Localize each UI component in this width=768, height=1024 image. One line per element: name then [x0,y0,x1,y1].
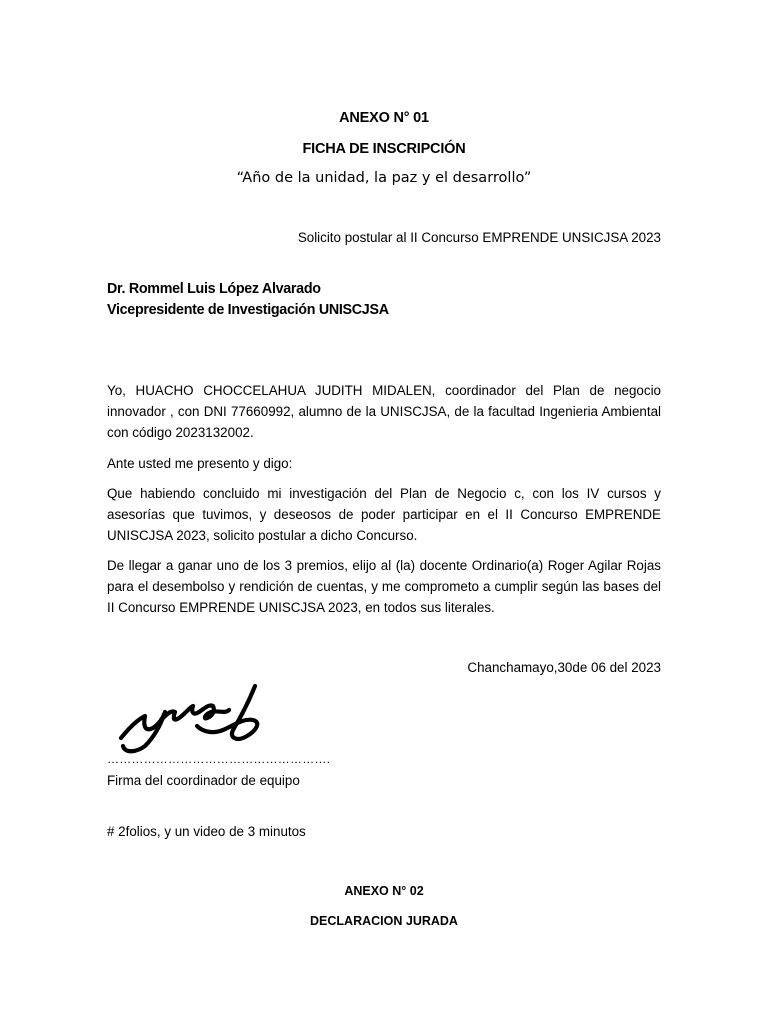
body-paragraph-2: Ante usted me presento y digo: [107,456,293,471]
annex-subtitle: FICHA DE INSCRIPCIÓN [302,141,466,157]
signature-caption: Firma del coordinador de equipo [107,773,300,788]
addressee-name: Dr. Rommel Luis López Alvarado [107,281,321,297]
request-line: Solicito postular al II Concurso EMPRENDE UNSICJSA 2023 [297,230,661,245]
annex-title: ANEXO N° 01 [339,110,429,126]
addressee-position: Vicepresidente de Investigación UNISCJSA [107,302,389,318]
body-paragraph-1: Yo, HUACHO CHOCCELAHUA JUDITH MIDALEN, coordinador del Plan de negocio innovador , con DNI 77660992, alumno de la UNISCJSA, de la facultad Ingenieria Ambiental con código 2023132002. [107,383,661,440]
body-paragraph-4: De llegar a ganar uno de los 3 premios, elijo al (la) docente Ordinario(a) Roger Agilar Rojas para el desembolso y rendición de cuentas, y me comprometo a cumplir según las bases del II Concurso EMPRENDE UNISCJSA 2023, en todos sus literales. [107,558,661,615]
motto [0,170,768,186]
signature-line: ………………………………………………. [107,752,331,766]
handwritten-signature [115,676,275,762]
annex-2-subtitle: DECLARACION JURADA [310,914,458,928]
date-line: Chanchamayo,30de 06 del 2023 [467,660,661,675]
folios-note: # 2folios, y un video de 3 minutos [107,824,306,839]
body-paragraph-3: Que habiendo concluido mi investigación del Plan de Negocio c, con los IV cursos y asesorías que tuvimos, y deseosos de poder participar en el II Concurso EMPRENDE UNISCJSA 2023, solicito postular a dicho Concurso. [107,486,661,543]
annex-2-title: ANEXO N° 02 [344,884,424,898]
motto-text: “Año de la unidad, la paz y el desarrollo” [236,170,532,186]
